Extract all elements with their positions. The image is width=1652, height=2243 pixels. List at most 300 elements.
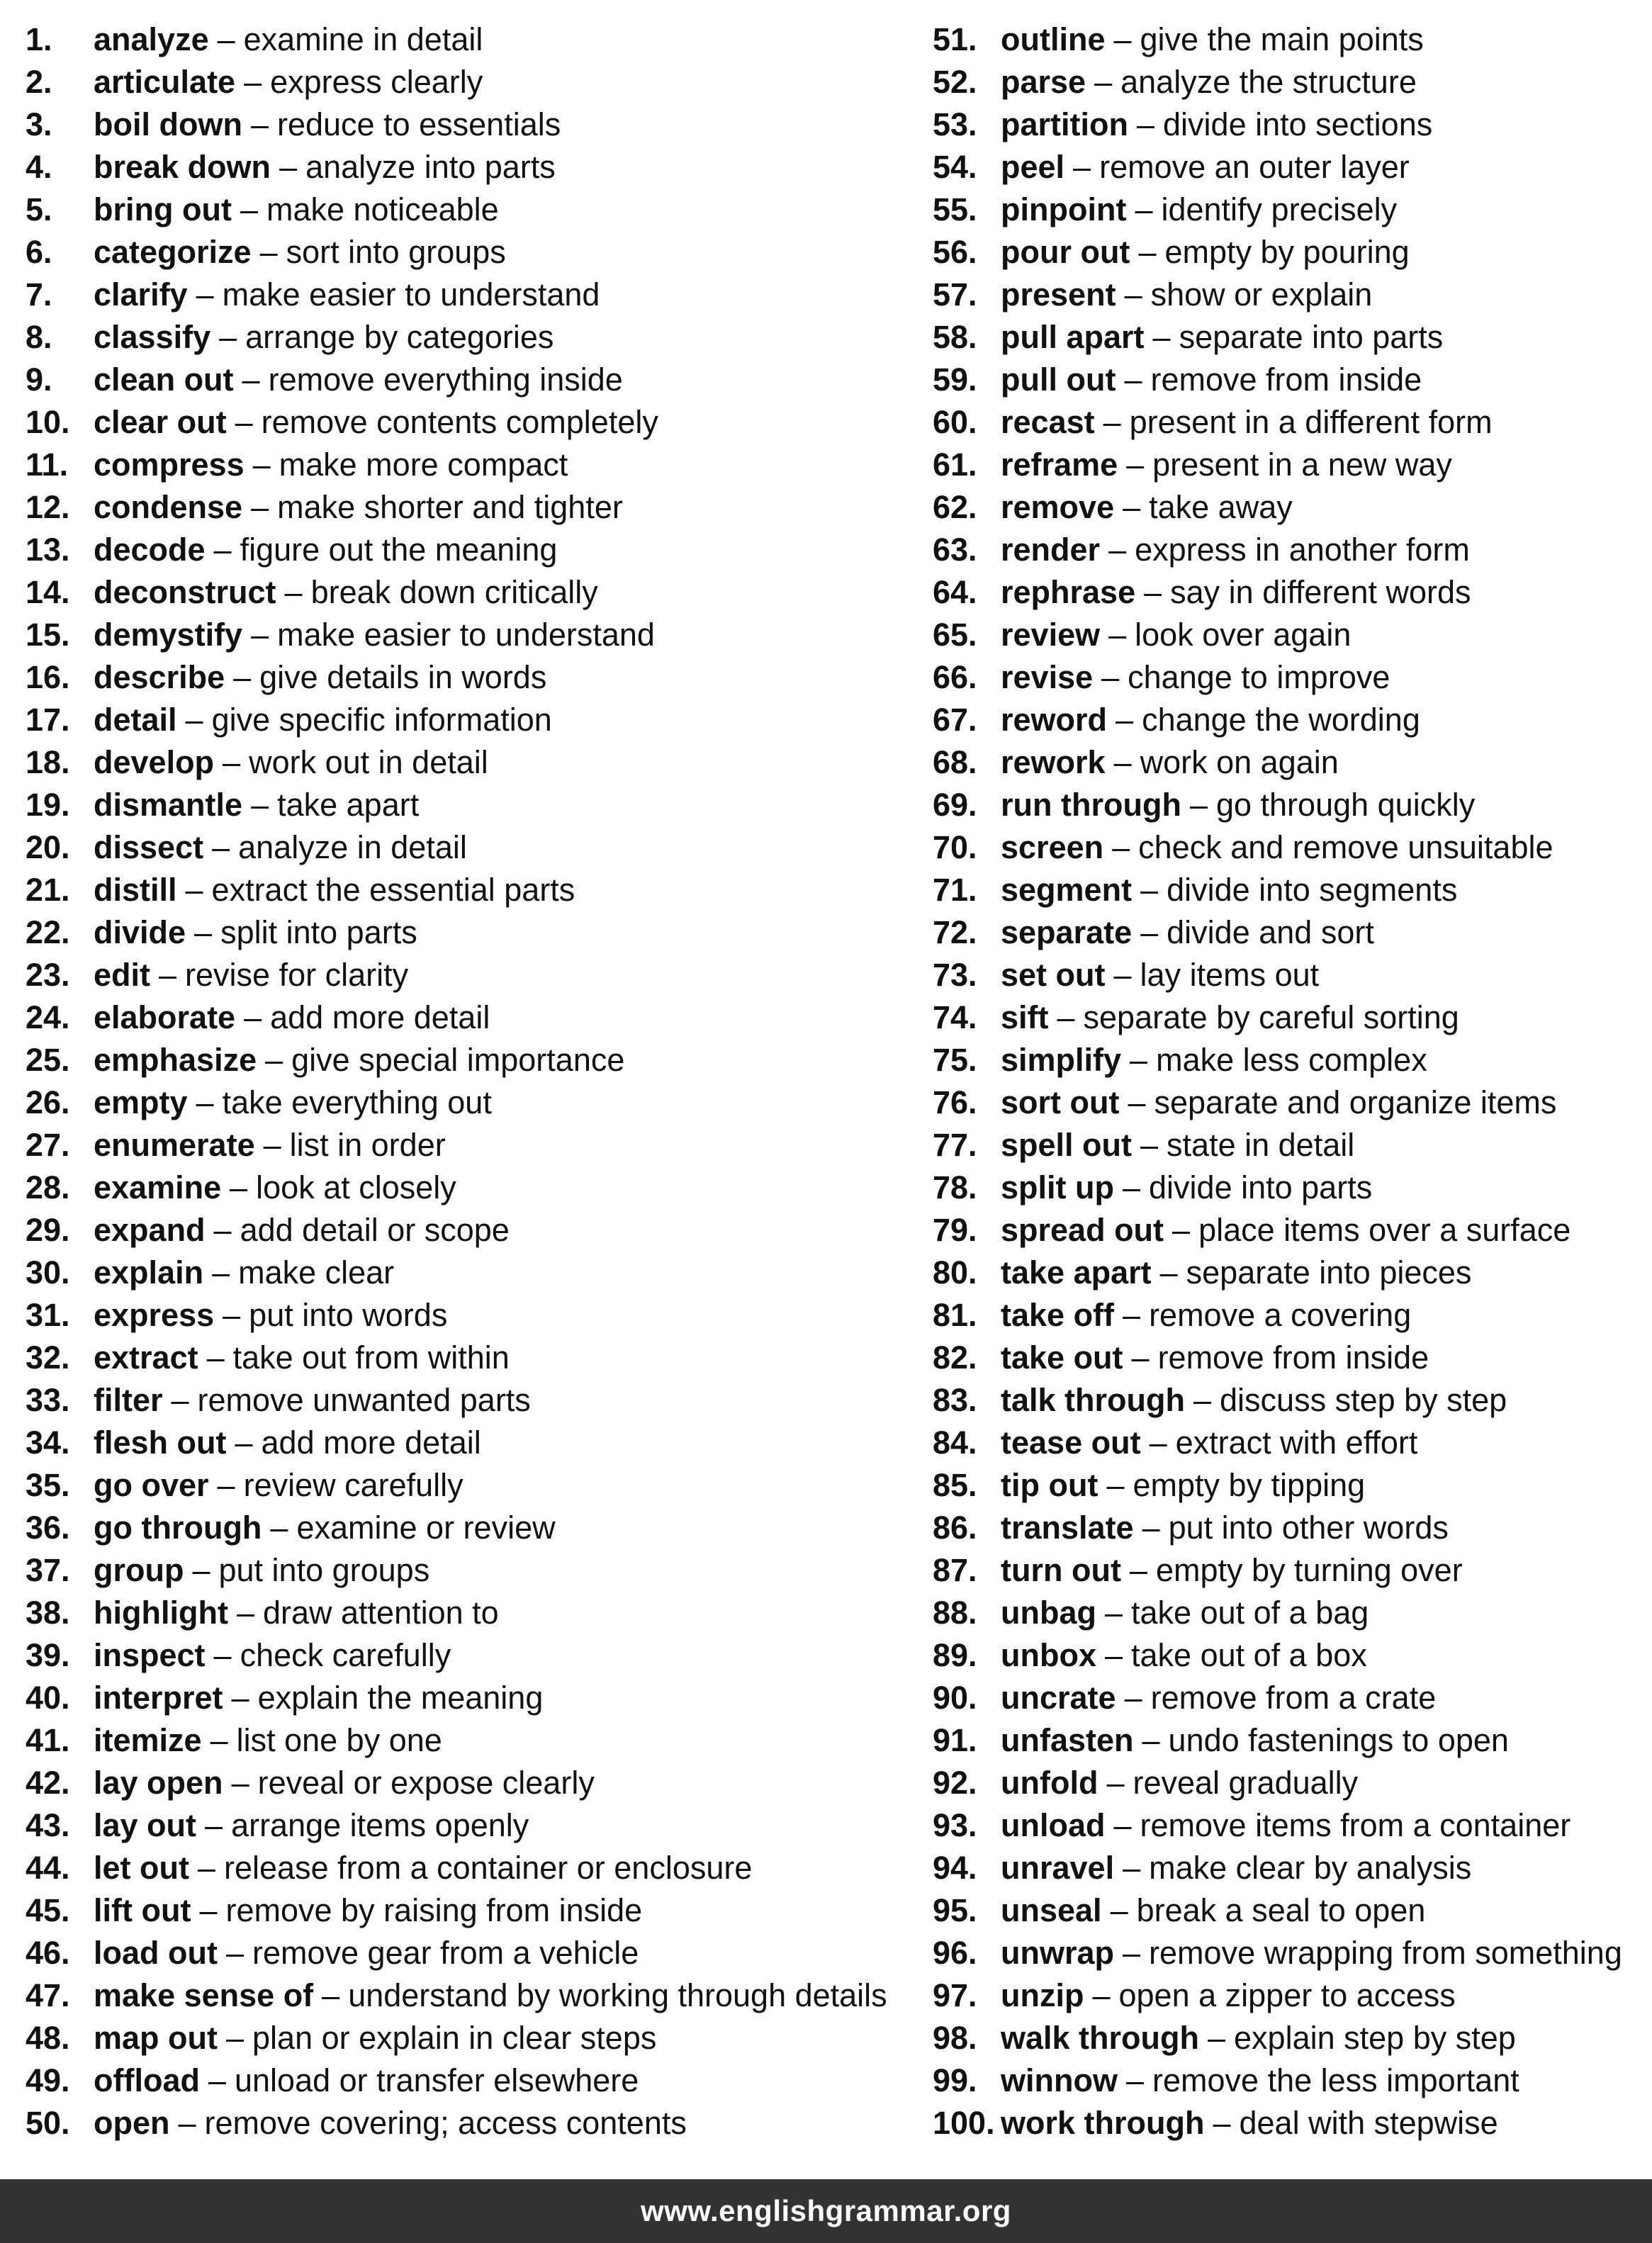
item-number: 34. [26,1424,70,1461]
item-term: review [1001,617,1101,653]
item-number: 62. [933,489,977,525]
item-number: 37. [26,1552,70,1588]
list-item [933,1464,1641,1507]
list-item [933,444,1641,486]
item-separator: – [1172,1212,1191,1248]
list-item [933,2017,1641,2059]
item-term: unwrap [1001,1935,1115,1971]
item-definition: lay items out [1140,957,1320,993]
item-number: 48. [26,2020,70,2056]
list-item [26,1337,911,1379]
item-definition: examine or review [296,1510,556,1546]
item-term: render [1001,532,1101,568]
item-number: 85. [933,1467,977,1503]
item-number: 92. [933,1765,977,1801]
list-item [26,1081,911,1124]
item-term: extract [94,1339,198,1376]
item-number: 54. [933,149,977,185]
list-item [26,146,911,189]
item-separator: – [1122,1169,1141,1205]
item-separator: – [178,2105,196,2141]
list-item [26,571,911,614]
item-separator: – [244,64,262,100]
item-number: 58. [933,319,977,355]
list-item [26,996,911,1039]
list-item [26,1847,911,1889]
item-term: deconstruct [94,574,276,610]
item-separator: – [212,829,230,865]
item-definition: discuss step by step [1220,1382,1507,1418]
item-definition: reveal or expose clearly [257,1765,595,1801]
list-item [933,1167,1641,1209]
list-item [933,656,1641,699]
item-number: 61. [933,446,977,483]
item-term: sift [1001,999,1049,1035]
item-definition: reduce to essentials [276,106,561,142]
item-definition: remove the less important [1152,2062,1519,2098]
list-item [933,869,1641,911]
item-term: lay open [94,1765,223,1801]
item-term: dissect [94,829,204,865]
item-term: highlight [94,1595,228,1631]
list-item [26,316,911,359]
item-separator: – [252,446,271,483]
item-separator: – [223,1297,241,1333]
item-term: rephrase [1001,574,1136,610]
item-term: classify [94,319,211,355]
item-separator: – [1094,64,1113,100]
list-item [933,1889,1641,1932]
item-separator: – [263,1127,281,1163]
item-definition: take out of a bag [1131,1595,1369,1631]
item-number: 82. [933,1339,977,1376]
item-term: reframe [1001,446,1118,483]
item-separator: – [235,404,253,440]
footer-bar [0,2179,1652,2243]
item-term: turn out [1001,1552,1121,1588]
item-term: detail [94,702,177,738]
item-term: spell out [1001,1127,1133,1163]
item-term: take off [1001,1297,1115,1333]
item-separator: – [1140,872,1159,908]
item-term: tip out [1001,1467,1098,1503]
item-number: 50. [26,2105,70,2141]
item-definition: separate into pieces [1186,1254,1472,1291]
item-separator: – [159,957,177,993]
item-definition: remove gear from a vehicle [252,1935,639,1971]
item-number: 97. [933,1977,977,2013]
item-term: clean out [94,361,234,398]
item-term: take apart [1001,1254,1152,1291]
item-definition: make noticeable [266,191,499,227]
item-definition: deal with stepwise [1239,2105,1498,2141]
item-number: 16. [26,659,70,695]
item-number: 28. [26,1169,70,1205]
item-definition: arrange by categories [245,319,554,355]
item-separator: – [206,1339,225,1376]
item-number: 23. [26,957,70,993]
item-definition: present in a different form [1129,404,1493,440]
item-term: compress [94,446,245,483]
item-term: uncrate [1001,1680,1116,1716]
item-term: spread out [1001,1212,1164,1248]
item-definition: add more detail [270,999,490,1035]
item-term: emphasize [94,1042,257,1078]
item-term: pour out [1001,234,1130,270]
item-definition: break a seal to open [1136,1892,1426,1928]
item-number: 47. [26,1977,70,2013]
item-separator: – [1126,446,1145,483]
item-term: simplify [1001,1042,1122,1078]
item-number: 39. [26,1637,70,1673]
list-item [933,1677,1641,1719]
item-number: 18. [26,744,70,780]
item-definition: add more detail [261,1424,481,1461]
item-definition: change to improve [1128,659,1390,695]
list-item [933,1847,1641,1889]
item-definition: remove covering; access contents [204,2105,687,2141]
item-term: run through [1001,787,1181,823]
site-url[interactable]: www.englishgrammar.org [641,2194,1011,2227]
list-item [933,316,1641,359]
list-item [26,614,911,656]
item-separator: – [194,914,213,950]
item-definition: review carefully [243,1467,463,1503]
item-number: 77. [933,1127,977,1163]
item-definition: state in detail [1167,1127,1355,1163]
item-definition: remove from inside [1157,1339,1429,1376]
item-definition: make easier to understand [277,617,655,653]
item-term: explain [94,1254,204,1291]
list-item [933,996,1641,1039]
item-number: 96. [933,1935,977,1971]
item-term: set out [1001,957,1106,993]
item-separator: – [1106,1467,1125,1503]
item-number: 6. [26,234,52,270]
list-item [933,1379,1641,1422]
item-definition: give details in words [259,659,547,695]
item-number: 73. [933,957,977,993]
item-term: itemize [94,1722,202,1758]
item-term: develop [94,744,215,780]
item-definition: make shorter and tighter [277,489,623,525]
item-number: 60. [933,404,977,440]
item-definition: list one by one [236,1722,442,1758]
item-separator: – [1116,702,1134,738]
item-definition: remove items from a container [1140,1807,1571,1843]
item-number: 59. [933,361,977,398]
item-separator: – [1112,829,1130,865]
item-definition: present in a new way [1152,446,1452,483]
item-number: 67. [933,702,977,738]
item-separator: – [1128,1084,1146,1120]
item-separator: – [171,1382,189,1418]
item-separator: – [192,1552,210,1588]
item-definition: remove everything inside [268,361,623,398]
list-item [933,146,1641,189]
item-term: split up [1001,1169,1114,1205]
item-separator: – [1152,319,1171,355]
list-item [933,1762,1641,1804]
item-definition: break down critically [310,574,598,610]
item-separator: – [1092,1977,1111,2013]
list-item [26,911,911,954]
item-separator: – [196,1084,214,1120]
item-term: translate [1001,1510,1134,1546]
item-term: distill [94,872,177,908]
item-term: express [94,1297,215,1333]
item-term: articulate [94,64,236,100]
item-definition: sort into groups [286,234,506,270]
item-number: 13. [26,532,70,568]
left-column [26,18,911,2144]
item-term: enumerate [94,1127,255,1163]
item-separator: – [1103,404,1121,440]
item-definition: remove from a crate [1150,1680,1437,1716]
list-item [933,231,1641,274]
item-term: make sense of [94,1977,314,2013]
list-item [26,1677,911,1719]
item-term: open [94,2105,170,2141]
item-term: remove [1001,489,1115,525]
item-separator: – [1159,1254,1178,1291]
list-item [26,2017,911,2059]
item-separator: – [213,532,232,568]
item-definition: check carefully [240,1637,451,1673]
item-number: 100. [933,2105,995,2141]
list-item [26,1974,911,2017]
item-definition: undo fastenings to open [1168,1722,1509,1758]
list-item [933,274,1641,316]
item-separator: – [208,2062,226,2098]
item-separator: – [242,361,260,398]
list-item [933,401,1641,444]
item-number: 20. [26,829,70,865]
item-definition: divide and sort [1167,914,1374,950]
item-definition: remove by raising from inside [225,1892,643,1928]
item-term: interpret [94,1680,223,1716]
item-separator: – [1136,106,1155,142]
item-term: pinpoint [1001,191,1127,227]
item-term: dismantle [94,787,243,823]
item-term: unfasten [1001,1722,1134,1758]
list-item [26,2059,911,2102]
item-separator: – [231,1765,249,1801]
item-definition: separate by careful sorting [1083,999,1459,1035]
item-number: 41. [26,1722,70,1758]
item-number: 42. [26,1765,70,1801]
item-separator: – [185,872,203,908]
item-separator: – [1113,21,1132,57]
item-number: 35. [26,1467,70,1503]
item-term: clear out [94,404,227,440]
item-definition: look at closely [256,1169,456,1205]
item-definition: draw attention to [262,1595,499,1631]
list-item [933,699,1641,741]
item-separator: – [196,276,214,313]
item-separator: – [1057,999,1075,1035]
list-item [26,1379,911,1422]
item-definition: give specific information [211,702,552,738]
item-number: 38. [26,1595,70,1631]
item-number: 44. [26,1850,70,1886]
item-term: sort out [1001,1084,1120,1120]
item-definition: analyze the structure [1120,64,1417,100]
item-number: 89. [933,1637,977,1673]
item-definition: take out of a box [1131,1637,1367,1673]
item-term: bring out [94,191,232,227]
item-number: 14. [26,574,70,610]
list-item [933,911,1641,954]
item-number: 19. [26,787,70,823]
item-number: 4. [26,149,52,185]
item-separator: – [244,999,262,1035]
item-number: 15. [26,617,70,653]
item-definition: divide into parts [1149,1169,1373,1205]
list-item [933,1337,1641,1379]
word-list [0,18,1652,2141]
item-number: 32. [26,1339,70,1376]
list-item [933,2102,1641,2144]
item-number: 88. [933,1595,977,1631]
item-definition: figure out the meaning [240,532,558,568]
item-definition: check and remove unsuitable [1138,829,1553,865]
item-separator: – [1073,149,1091,185]
list-item [933,1974,1641,2017]
item-definition: take out from within [232,1339,510,1376]
item-definition: make easier to understand [222,276,600,313]
item-separator: – [205,1807,223,1843]
item-separator: – [251,787,269,823]
list-item [26,699,911,741]
item-term: peel [1001,149,1065,185]
list-item [933,741,1641,784]
list-item [26,231,911,274]
item-definition: remove a covering [1149,1297,1412,1333]
list-item [26,2102,911,2144]
item-definition: explain the meaning [257,1680,544,1716]
item-separator: – [217,1467,235,1503]
item-term: examine [94,1169,222,1205]
list-item [26,1549,911,1592]
item-number: 71. [933,872,977,908]
list-item [26,1762,911,1804]
item-definition: explain step by step [1234,2020,1516,2056]
list-item [26,1804,911,1847]
item-term: reword [1001,702,1108,738]
item-definition: say in different words [1170,574,1471,610]
item-definition: make clear by analysis [1149,1850,1472,1886]
item-number: 43. [26,1807,70,1843]
item-definition: remove contents completely [261,404,658,440]
item-number: 57. [933,276,977,313]
item-definition: revise for clarity [185,957,409,993]
item-definition: make more compact [279,446,568,483]
list-item [933,1294,1641,1337]
item-separator: – [279,149,298,185]
item-separator: – [235,1424,253,1461]
item-separator: – [1124,276,1142,313]
item-number: 94. [933,1850,977,1886]
list-item [26,784,911,826]
item-definition: make less complex [1156,1042,1427,1078]
item-definition: express in another form [1135,532,1470,568]
item-separator: – [1129,1552,1147,1588]
item-separator: – [231,1680,249,1716]
item-number: 99. [933,2062,977,2098]
list-item [933,1804,1641,1847]
item-definition: identify precisely [1161,191,1398,227]
list-item [933,954,1641,996]
item-number: 95. [933,1892,977,1928]
item-number: 25. [26,1042,70,1078]
item-term: unravel [1001,1850,1115,1886]
item-term: walk through [1001,2020,1199,2056]
item-number: 84. [933,1424,977,1461]
list-item [933,1719,1641,1762]
item-number: 17. [26,702,70,738]
item-term: take out [1001,1339,1123,1376]
list-item [933,1039,1641,1081]
item-separator: – [1149,1424,1167,1461]
item-term: winnow [1001,2062,1118,2098]
item-separator: – [1144,574,1162,610]
item-number: 31. [26,1297,70,1333]
item-number: 33. [26,1382,70,1418]
item-term: unfold [1001,1765,1098,1801]
list-item [26,274,911,316]
item-separator: – [210,1722,228,1758]
item-separator: – [1108,532,1127,568]
item-term: edit [94,957,151,993]
item-term: recast [1001,404,1095,440]
list-item [26,61,911,103]
list-item [26,741,911,784]
item-number: 72. [933,914,977,950]
item-separator: – [217,21,235,57]
item-number: 65. [933,617,977,653]
item-separator: – [1123,1935,1141,1971]
item-term: unseal [1001,1892,1102,1928]
item-number: 80. [933,1254,977,1291]
item-definition: work on again [1140,744,1339,780]
item-separator: – [1108,617,1127,653]
item-number: 27. [26,1127,70,1163]
item-number: 87. [933,1552,977,1588]
item-definition: divide into segments [1167,872,1458,908]
list-item [933,1422,1641,1464]
item-term: partition [1001,106,1128,142]
item-term: map out [94,2020,218,2056]
item-definition: take away [1149,489,1293,525]
item-definition: go through quickly [1215,787,1476,823]
item-definition: remove an outer layer [1099,149,1410,185]
item-number: 30. [26,1254,70,1291]
item-number: 8. [26,319,52,355]
item-definition: extract with effort [1175,1424,1418,1461]
item-definition: analyze into parts [305,149,556,185]
item-separator: – [1142,1510,1160,1546]
item-definition: analyze in detail [238,829,467,865]
item-separator: – [265,1042,283,1078]
item-term: screen [1001,829,1104,865]
item-definition: divide into sections [1163,106,1433,142]
item-number: 53. [933,106,977,142]
item-definition: remove unwanted parts [197,1382,531,1418]
item-number: 21. [26,872,70,908]
item-separator: – [1123,1850,1141,1886]
item-separator: – [1131,1339,1150,1376]
